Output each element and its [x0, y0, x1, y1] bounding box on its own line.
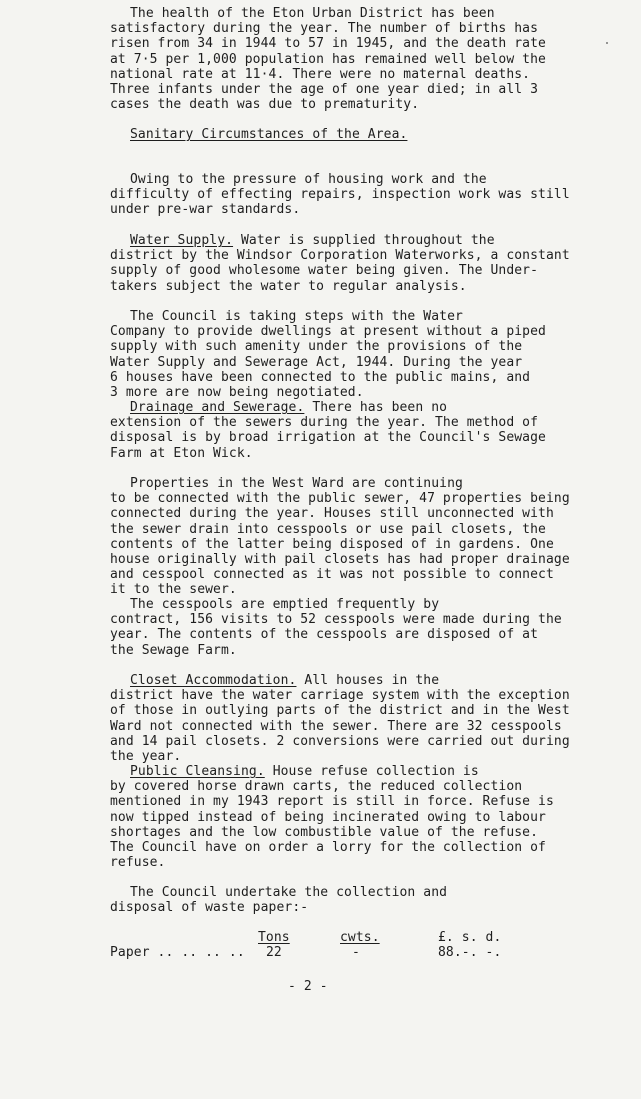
paragraph-line: at 7·5 per 1,000 population has remained well below the	[110, 51, 546, 67]
table-header-tons: Tons	[258, 930, 290, 945]
paragraph-line: the year.	[110, 749, 182, 764]
paragraph-line: the sewer drain into cesspools or use pail closets, the	[110, 521, 546, 537]
paragraph-line: Three infants under the age of one year died; in all 3	[110, 82, 539, 97]
stray-mark	[606, 42, 608, 44]
paragraph-line: connected during the year. Houses still unconnected with	[110, 506, 554, 522]
paragraph-line: now tipped instead of being incinerated owing to labour	[110, 809, 546, 825]
table-header-money: £. s. d.	[438, 930, 502, 945]
subheading: Public Cleansing.	[130, 764, 265, 779]
paragraph-line: house originally with pail closets has had proper drainage	[110, 552, 570, 567]
subheading: Drainage and Sewerage.	[130, 400, 305, 415]
paragraph-line: Water Supply and Sewerage Act, 1944. During the year	[110, 354, 523, 370]
paragraph-line: risen from 34 in 1944 to 57 in 1945, and the death rate	[110, 36, 546, 52]
paragraph-line: refuse.	[110, 855, 166, 871]
paragraph-line: to be connected with the public sewer, 47 properties being	[110, 491, 570, 507]
paragraph-first-line: The health of the Eton Urban District has been	[130, 6, 495, 21]
paragraph-first-line: Public Cleansing. House refuse collection is	[130, 764, 479, 779]
paragraph-line: Ward not connected with the sewer. There are 32 cesspools	[110, 718, 562, 734]
paragraph-line: district by the Windsor Corporation Waterworks, a constant	[110, 248, 570, 264]
paragraph-line: 6 houses have been connected to the public mains, and	[110, 369, 531, 385]
paragraph-line: Company to provide dwellings at present without a piped	[110, 324, 546, 340]
paragraph-line: takers subject the water to regular analysis.	[110, 278, 467, 294]
paragraph-line: supply with such amenity under the provisions of the	[110, 339, 523, 355]
paragraph-first-line: Owing to the pressure of housing work and the	[130, 172, 487, 187]
paragraph-line: of those in outlying parts of the district and in the West	[110, 703, 570, 719]
paragraph-line: Farm at Eton Wick.	[110, 445, 253, 461]
page-number: - 2 -	[288, 979, 328, 994]
subheading: Closet Accommodation.	[130, 673, 297, 688]
section-heading: Sanitary Circumstances of the Area.	[130, 127, 408, 142]
paragraph-line: contract, 156 visits to 52 cesspools were made during the	[110, 612, 562, 628]
table-cell-money: 88.-. -.	[438, 945, 502, 960]
subheading: Water Supply.	[130, 233, 234, 248]
table-cell-cwts: -	[352, 945, 360, 960]
paragraph-line: and 14 pail closets. 2 conversions were carried out during	[110, 733, 570, 749]
paragraph-first-line: The Council is taking steps with the Water	[130, 309, 463, 324]
paragraph-first-line: The Council undertake the collection and	[130, 885, 448, 900]
paragraph-first-line: Closet Accommodation. All houses in the	[130, 673, 440, 688]
paragraph-line: shortages and the low combustible value of the refuse.	[110, 824, 539, 840]
paragraph-first-line: Drainage and Sewerage. There has been no	[130, 400, 448, 415]
paragraph-line: extension of the sewers during the year. The method of	[110, 415, 539, 431]
paragraph-line: cases the death was due to prematurity.	[110, 97, 420, 113]
paragraph-line: mentioned in my 1943 report is still in force. Refuse is	[110, 794, 554, 810]
paragraph-line: it to the sewer.	[110, 582, 237, 598]
paragraph-line: national rate at 11·4. There were no maternal deaths.	[110, 66, 531, 82]
table-cell-tons: 22	[266, 945, 282, 960]
paragraph-line: year. The contents of the cesspools are disposed of at	[110, 627, 539, 643]
paragraph-first-line: Properties in the West Ward are continuing	[130, 476, 463, 491]
paragraph-line: and cesspool connected as it was not possible to connect	[110, 567, 554, 583]
paragraph-line: district have the water carriage system with the exception	[110, 688, 570, 704]
paragraph-line: under pre-war standards.	[110, 202, 301, 218]
paragraph-first-line: Water Supply. Water is supplied throughout the	[130, 233, 495, 248]
paragraph-line: disposal of waste paper:-	[110, 900, 309, 916]
paragraph-line: the Sewage Farm.	[110, 642, 237, 658]
paragraph-line: contents of the latter being disposed of in gardens. One	[110, 536, 554, 552]
paragraph-line: The Council have on order a lorry for the collection of	[110, 840, 546, 855]
paragraph-line: supply of good wholesome water being given. The Under-	[110, 263, 539, 279]
table-header-cwts: cwts.	[340, 930, 380, 945]
paragraph-line: by covered horse drawn carts, the reduced collection	[110, 779, 523, 795]
paragraph-line: difficulty of effecting repairs, inspection work was still	[110, 187, 570, 203]
paragraph-line: disposal is by broad irrigation at the Council's Sewage	[110, 430, 546, 446]
table-row-label: Paper .. .. .. ..	[110, 945, 245, 960]
paragraph-first-line: The cesspools are emptied frequently by	[130, 597, 440, 612]
paragraph-line: 3 more are now being negotiated.	[110, 385, 364, 400]
paragraph-line: satisfactory during the year. The number of births has	[110, 21, 539, 37]
